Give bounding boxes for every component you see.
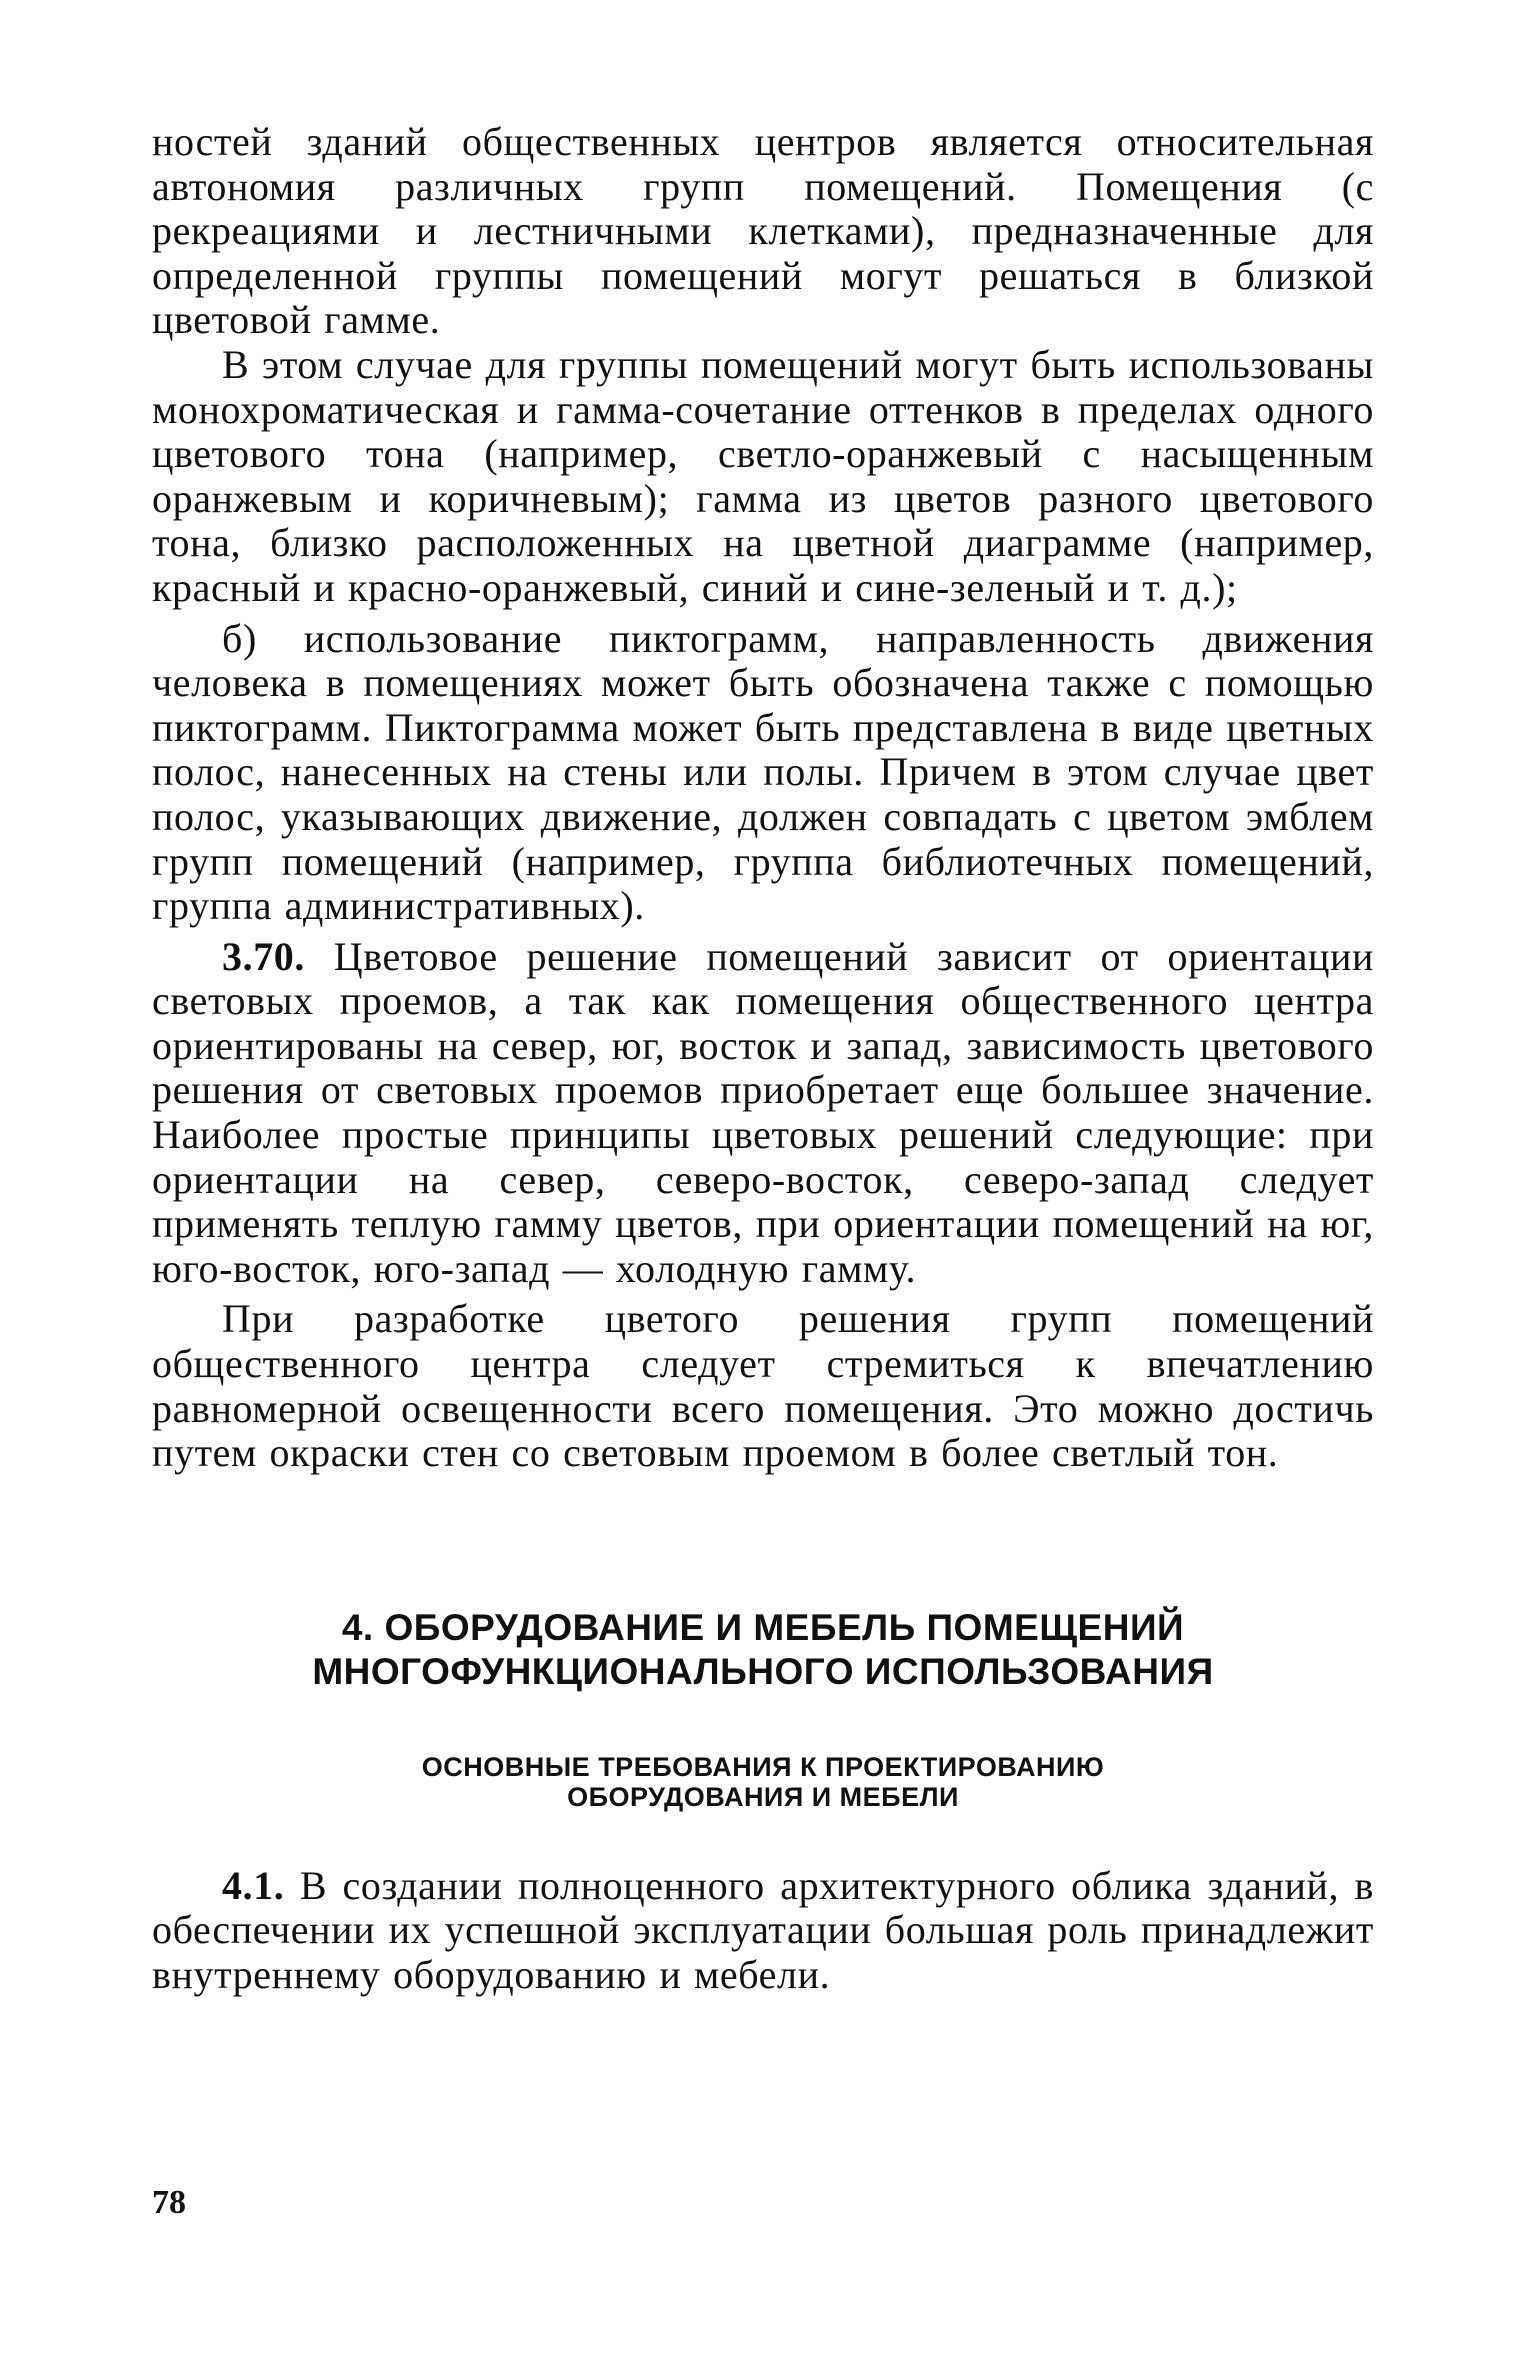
paragraph-pictograms: б) использование пиктограмм, направленность движения человека в помещениях может быть обозначена также с помощью пиктограмм. Пиктограмма может быть представлена в виде цветных полос, нанесенных на стены или полы. Причем в этом случае цвет полос, указывающих движение, должен совпадать с цветом эмблем групп помещений (например, группа библиотечных помещений, группа административных). xyxy=(152,615,1374,929)
page-content xyxy=(152,120,1374,1998)
clause-number: 3.70. xyxy=(222,933,305,979)
subsection-heading-line-1: ОСНОВНЫЕ ТРЕБОВАНИЯ К ПРОЕКТИРОВАНИЮ xyxy=(421,1751,1105,1782)
paragraph-4-1 xyxy=(152,1864,1374,1998)
section-heading-line-2: МНОГОФУНКЦИОНАЛЬНОГО ИСПОЛЬЗОВАНИЯ xyxy=(312,1650,1214,1692)
paragraph-3-70 xyxy=(152,935,1374,1292)
page-number: 78 xyxy=(152,2184,186,2221)
clause-text: В создании полноценного архитектурного облика зданий, в обеспечении их успешной эксплуатации большая роль принадлежит внутреннему оборудованию и мебели. xyxy=(152,1862,1374,1997)
clause-number: 4.1. xyxy=(222,1862,285,1908)
paragraph-continuation: ностей зданий общественных центров является относительная автономия различных групп помещений. Помещения (с рекреациями и лестничными клетками), предназначенные для определенной группы помещений могут решаться в близкой цветовой гамме. xyxy=(152,119,1374,343)
clause-text: Цветовое решение помещений зависит от ориентации световых проемов, а так как помещения общественного центра ориентированы на север, юг, восток и запад, зависимость цветового решения от световых проемов приобретает еще большее значение. Наиболее простые принципы цветовых решений следующие: при ориентации на север, северо-восток, северо-запад следует применять теплую гамму цветов, при ориентации помещений на юг, юго-восток, юго-запад — холодную гамму. xyxy=(152,933,1374,1291)
subsection-heading xyxy=(152,1752,1374,1812)
section-heading-line-1: 4. ОБОРУДОВАНИЕ И МЕБЕЛЬ ПОМЕЩЕНИЙ xyxy=(341,1606,1185,1648)
paragraph-lighting: При разработке цветого решения групп помещений общественного центра следует стремиться к впечатлению равномерной освещенности всего помещения. Это можно достичь путем окраски стен со световым проемом в более светлый тон. xyxy=(152,1296,1374,1476)
paragraph-monochrome: В этом случае для группы помещений могут быть использованы монохроматическая и гамма-сочетание оттенков в пределах одного цветового тона (например, светло-оранжевый с насыщенным оранжевым и коричневым); гамма из цветов разного цветового тона, близко расположенных на цветной диаграмме (например, красный и красно-оранжевый, синий и сине-зеленый и т. д.); xyxy=(152,341,1374,610)
subsection-heading-line-2: ОБОРУДОВАНИЯ И МЕБЕЛИ xyxy=(567,1781,959,1812)
section-heading xyxy=(152,1606,1374,1694)
